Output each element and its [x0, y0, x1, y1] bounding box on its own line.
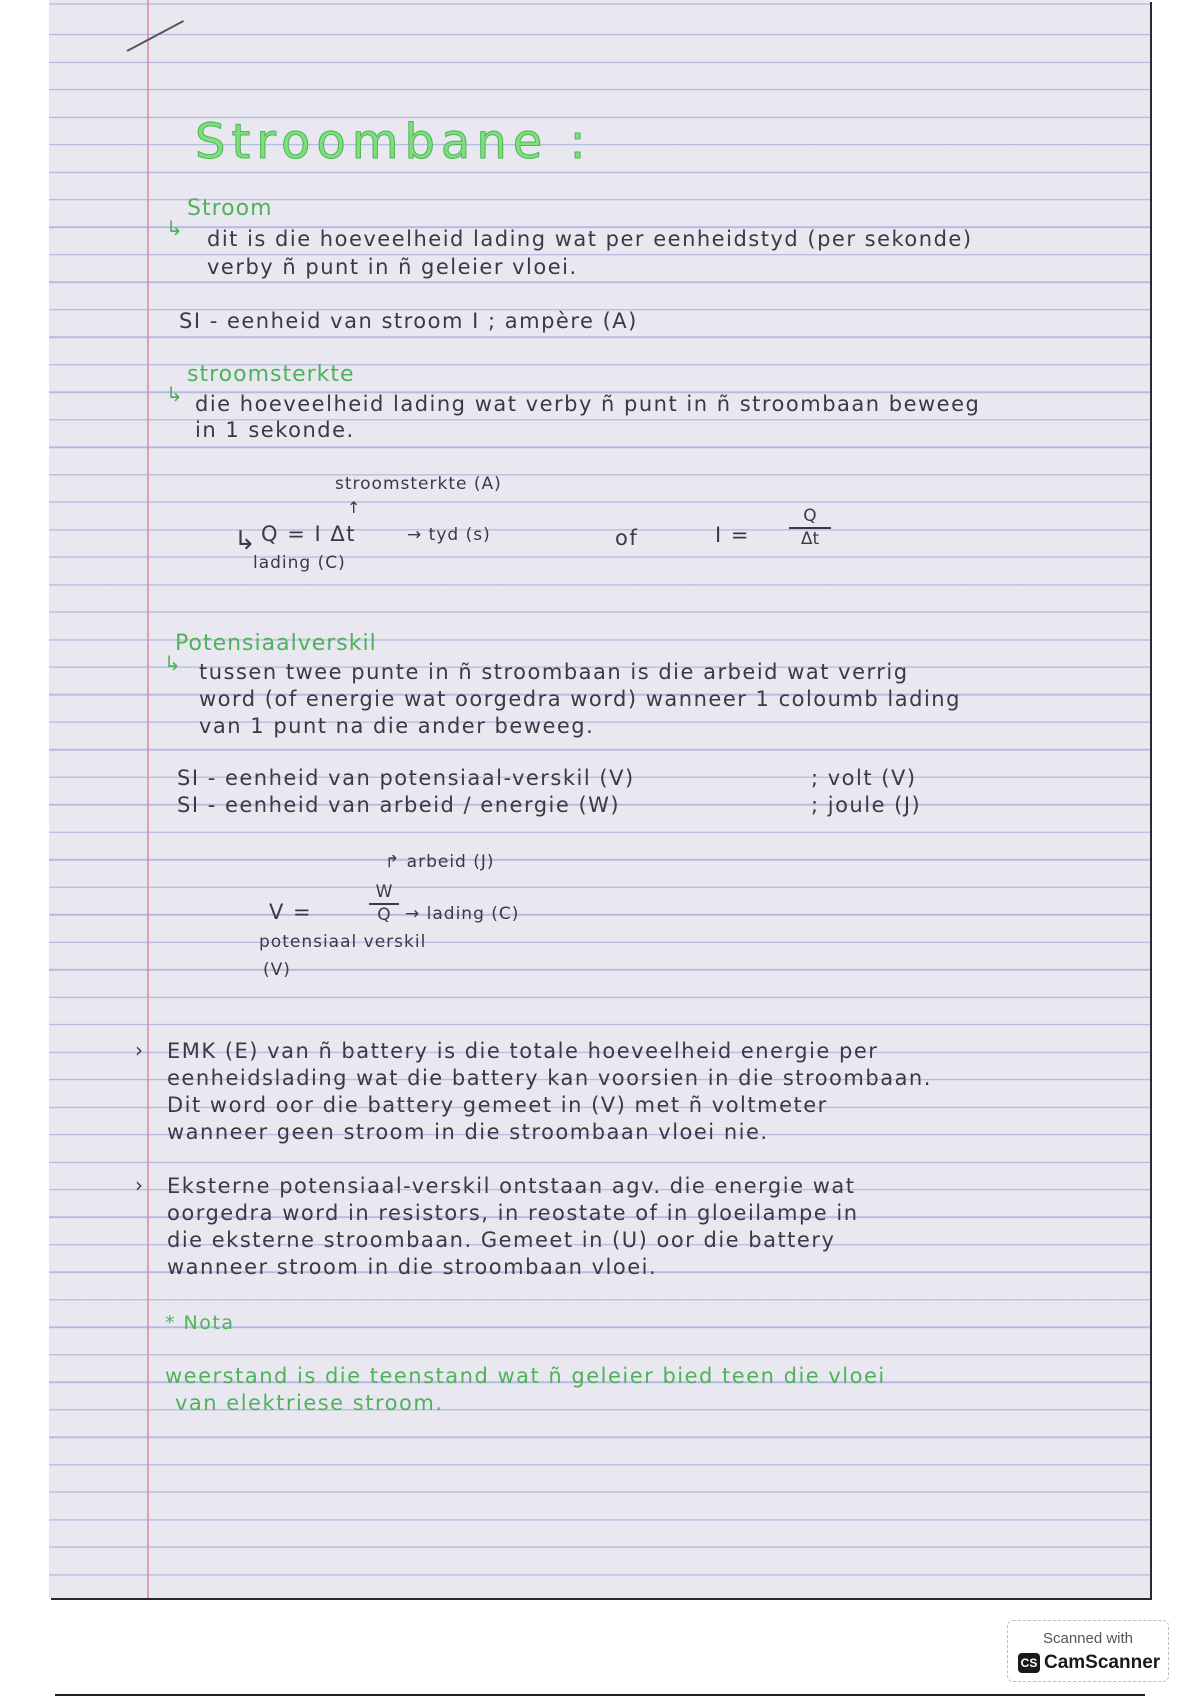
corner-arrow-icon: ↳: [166, 216, 183, 240]
stroom-heading: Stroom: [187, 196, 273, 221]
badge-brand: CamScanner: [1044, 1652, 1161, 1673]
nota-line-1: weerstand is die teenstand wat ñ geleier bied teen die vloei: [165, 1364, 886, 1388]
ekstern-line-3: die eksterne stroombaan. Gemeet in (U) oor die battery: [167, 1228, 836, 1252]
emk-line-1: EMK (E) van ñ battery is die totale hoeveelheid energie per: [167, 1039, 879, 1063]
notebook-page: [49, 0, 1150, 1598]
bracket-arrow-icon: ↳: [234, 526, 256, 556]
fraction-numerator: W: [375, 882, 393, 902]
camscanner-logo-icon: CS: [1018, 1653, 1040, 1673]
si-volt-left: SI - eenheid van potensiaal-verskil (V): [177, 766, 635, 790]
potensiaalverskil-line-3: van 1 punt na die ander beweeg.: [199, 714, 595, 738]
voltage-fraction: [369, 884, 399, 924]
stroomsterkte-line-1: die hoeveelheid lading wat verby ñ punt in ñ stroombaan beweeg: [195, 392, 981, 416]
arbeid-label: ↱ arbeid (J): [385, 852, 495, 872]
bullet-marker: ›: [135, 1173, 143, 1197]
fraction-denominator: Δt: [800, 529, 820, 549]
emk-line-3: Dit word oor die battery gemeet in (V) met ñ voltmeter: [167, 1093, 828, 1117]
fraction-denominator: Q: [377, 905, 391, 925]
stroom-line-2: verby ñ punt in ñ geleier vloei.: [207, 255, 578, 279]
nota-line-2: van elektriese stroom.: [175, 1391, 444, 1415]
stroomsterkte-label: stroomsterkte (A): [335, 474, 502, 494]
corner-arrow-icon: ↳: [166, 382, 183, 406]
stroom-line-1: dit is die hoeveelheid lading wat per eenheidstyd (per sekonde): [207, 227, 973, 251]
lading-label: lading (C): [253, 553, 346, 573]
potensiaalverskil-heading: Potensiaalverskil: [175, 631, 377, 656]
tyd-label: → tyd (s): [407, 525, 491, 545]
potensiaalverskil-line-2: word (of energie wat oorgedra word) wanneer 1 coloumb lading: [199, 687, 961, 711]
si-joule-left: SI - eenheid van arbeid / energie (W): [177, 793, 621, 817]
of-text: of: [615, 526, 639, 550]
camscanner-badge: [1007, 1620, 1169, 1682]
emk-line-2: eenheidslading wat die battery kan voorsien in die stroombaan.: [167, 1066, 932, 1090]
ekstern-line-2: oorgedra word in resistors, in reostate of in gloeilampe in: [167, 1201, 859, 1225]
current-fraction: [789, 508, 831, 548]
charge-equation: Q = I Δt: [261, 522, 356, 546]
bottom-rule: [55, 1694, 1145, 1696]
corner-arrow-icon: ↳: [164, 651, 181, 675]
up-arrow-icon: ↑: [347, 498, 361, 517]
si-joule-right: ; joule (J): [811, 793, 922, 817]
tyd-label-text: tyd (s): [428, 525, 491, 545]
potensiaalverskil-line-1: tussen twee punte in ñ stroombaan is die arbeid wat verrig: [199, 660, 909, 684]
si-volt-right: ; volt (V): [811, 766, 917, 790]
stroomsterkte-line-2: in 1 sekonde.: [195, 418, 355, 442]
page-title: Stroombane :: [195, 114, 592, 170]
potensiaal-unit-label: (V): [263, 960, 291, 980]
lading-label-2: → lading (C): [405, 904, 520, 924]
stroomsterkte-heading: stroomsterkte: [187, 362, 355, 387]
pen-tick-mark: [127, 20, 184, 52]
ekstern-line-4: wanneer stroom in die stroombaan vloei.: [167, 1255, 658, 1279]
margin-line: [147, 0, 149, 1598]
emk-line-4: wanneer geen stroom in die stroombaan vloei nie.: [167, 1120, 769, 1144]
bullet-marker: ›: [135, 1038, 143, 1062]
nota-heading: * Nota: [165, 1312, 235, 1334]
potensiaal-verskil-label: potensiaal verskil: [259, 932, 427, 952]
arbeid-label-text: arbeid (J): [406, 852, 495, 872]
badge-caption: Scanned with: [1042, 1630, 1134, 1647]
fraction-numerator: Q: [803, 506, 817, 526]
stroom-si-unit: SI - eenheid van stroom I ; ampère (A): [179, 309, 638, 333]
voltage-equation: V =: [269, 900, 313, 924]
current-equation: I =: [715, 523, 750, 547]
ekstern-line-1: Eksterne potensiaal-verskil ontstaan agv. die energie wat: [167, 1174, 856, 1198]
